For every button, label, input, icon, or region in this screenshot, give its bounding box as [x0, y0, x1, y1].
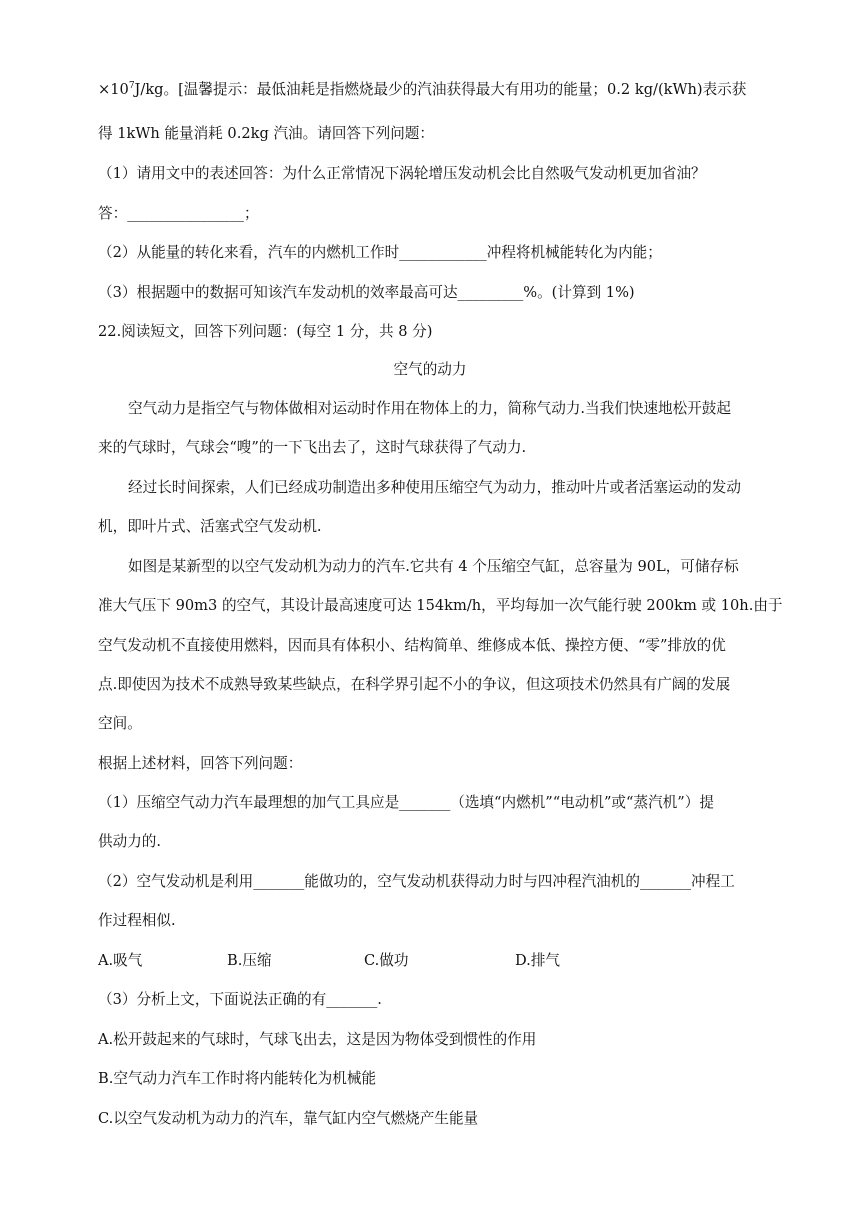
passage-line: 空气动力是指空气与物体做相对运动时作用在物体上的力，简称气动力.当我们快速地松开鼓起: [128, 400, 731, 417]
text-fragment: J/kg。[温馨提示：最低油耗是指燃烧最少的汽油获得最大有用功的能量；0.2 kg/(kWh)表示获: [134, 81, 747, 98]
question-2: （2）从能量的转化来看，汽车的内燃机工作时____________冲程将机械能转化为内能；: [98, 244, 662, 261]
option-a: A.吸气: [98, 952, 143, 969]
text-line: [98, 78, 746, 99]
passage-line: 经过长时间探索，人们已经成功制造出多种使用压缩空气为动力，推动叶片或者活塞运动的发动: [128, 479, 741, 496]
option-b: B.空气动力汽车工作时将内能转化为机械能: [98, 1070, 377, 1087]
question-3: （3）根据题中的数据可知该汽车发动机的效率最高可达_________%。(计算到 1%): [98, 284, 635, 301]
passage-line: 点.即使因为技术不成熟导致某些缺点，在科学界引起不小的争议，但这项技术仍然具有广阔的发展: [98, 676, 731, 693]
passage-line: 来的气球时，气球会“嗖”的一下飞出去了，这时气球获得了气动力.: [98, 439, 527, 456]
question-header: 22.阅读短文，回答下列问题：(每空 1 分，共 8 分): [98, 323, 433, 340]
passage-line: 空气发动机不直接使用燃料，因而具有体积小、结构简单、维修成本低、操控方便、“零”排放的优: [98, 637, 726, 654]
passage-line: 如图是某新型的以空气发动机为动力的汽车.它共有 4 个压缩空气缸，总容量为 90L，可储存标: [128, 558, 739, 575]
prompt-line: 根据上述材料，回答下列问题：: [98, 755, 303, 772]
superscript: 7: [128, 81, 135, 91]
question-3: （3）分析上文，下面说法正确的有_______.: [98, 991, 382, 1008]
passage-line: 机，即叶片式、活塞式空气发动机.: [98, 518, 322, 535]
option-d: D.排气: [515, 952, 561, 969]
text-fragment: ×10: [98, 81, 129, 98]
question-1-cont: 供动力的.: [98, 833, 162, 850]
answer-blank: 答：________________；: [98, 205, 259, 222]
question-1: （1）压缩空气动力汽车最理想的加气工具应是_______（选填“内燃机”“电动机”或“蒸汽机”）提: [98, 794, 714, 811]
option-a: A.松开鼓起来的气球时，气球飞出去，这是因为物体受到惯性的作用: [98, 1031, 537, 1048]
passage-line: 准大气压下 90m3 的空气，其设计最高速度可达 154km/h，平均每加一次气能行驶 200km 或 10h.由于: [98, 597, 783, 614]
question-2: （2）空气发动机是利用_______能做功的，空气发动机获得动力时与四冲程汽油机的_______冲程工: [98, 873, 735, 890]
option-c: C.做功: [364, 952, 409, 969]
passage-title: 空气的动力: [393, 361, 467, 378]
text-line: 得 1kWh 能量消耗 0.2kg 汽油。请回答下列问题：: [98, 125, 434, 142]
passage-line: 空间。: [98, 715, 142, 732]
question-2-cont: 作过程相似.: [98, 912, 176, 929]
question-1: （1）请用文中的表述回答：为什么正常情况下涡轮增压发动机会比自然吸气发动机更加省油？: [98, 165, 706, 182]
option-c: C.以空气发动机为动力的汽车，靠气缸内空气燃烧产生能量: [98, 1110, 479, 1127]
option-b: B.压缩: [227, 952, 272, 969]
